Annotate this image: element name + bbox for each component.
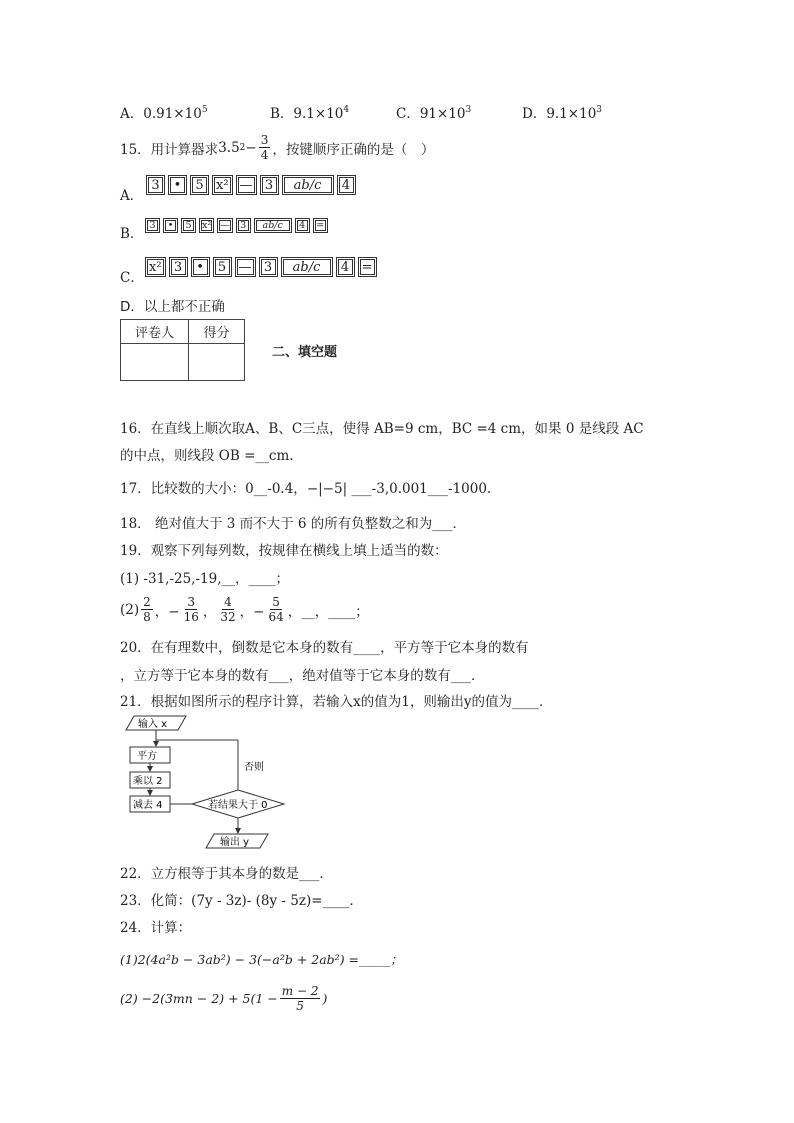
q15-option-a-label: A．	[120, 188, 144, 204]
flowchart-decision-text: 若结果大于 0	[208, 800, 268, 811]
score-table-reviewer-cell[interactable]	[121, 344, 189, 381]
q20-line2: ，立方等于它本身的数有___，绝对值等于它本身的数有___．	[120, 668, 485, 684]
q19-intro: 19．观察下列每列数，按规律在横线上填上适当的数：	[120, 543, 448, 559]
calculator-key: —	[217, 218, 233, 233]
q15-fraction: $\frac{3}{4}$	[260, 133, 269, 162]
q15-option-a-keys	[146, 175, 356, 195]
calculator-key: 5	[190, 175, 209, 195]
q15-option-b-label: B．	[120, 226, 144, 242]
calculator-key: 5	[181, 218, 196, 233]
q16-line2: 的中点，则线段 OB =__cm.	[120, 448, 294, 464]
q21: 21．根据如图所示的程序计算，若输入x的值为1，则输出y的值为____．	[120, 694, 553, 710]
calculator-key: 3	[145, 218, 160, 233]
q14-option-b: B．$9.1\times 10^4$	[270, 105, 350, 122]
q14-option-d: D．$9.1\times 10^3$	[522, 105, 603, 122]
q15-option-c-label: C．	[120, 270, 144, 286]
calculator-key: =	[358, 257, 377, 277]
calculator-key: 4	[295, 218, 310, 233]
calculator-key: ab/c	[254, 218, 292, 233]
score-table-score-cell[interactable]	[189, 344, 245, 381]
calculator-key: x²	[199, 218, 214, 233]
flowchart-output-text: 输出 y	[220, 837, 250, 848]
q18: 18． 绝对值大于 3 而不大于 6 的所有负整数之和为___．	[120, 516, 467, 532]
calculator-key: x²	[145, 257, 166, 277]
q15-option-c-keys	[145, 257, 377, 277]
flowchart	[118, 712, 298, 854]
q24-title: 24．计算：	[120, 920, 192, 936]
flowchart-step3-text: 减去 4	[133, 800, 163, 811]
q24-part2: (2) −2(3mn − 2) + 5(1 − $\frac{m - 2}{5}$ )	[120, 984, 328, 1013]
calculator-key: ab/c	[282, 175, 334, 195]
section-title: 二、填空题	[272, 345, 338, 360]
q17: 17．比较数的大小：0__-0.4，−|−5| ___-3,0.001___-1000.	[120, 481, 492, 497]
q16-line1: 16．在直线上顺次取A、B、C三点，使得 AB=9 cm，BC =4 cm，如果 0 是线段 AC	[120, 421, 644, 437]
calculator-key: 3	[169, 257, 188, 277]
q14-option-c: C．$91\times 10^3$	[396, 105, 472, 122]
flowchart-step1-text: 平方	[137, 751, 157, 762]
q15-stem: 15．用计算器求 3.5 2 − $\frac{3}{4}$ ，按键顺序正确的是（ ）	[120, 133, 435, 162]
q14-option-a: A．$0.91\times 10^5$	[120, 105, 208, 122]
calculator-key: •	[168, 175, 187, 195]
q15-option-d: D．以上都不正确	[120, 299, 225, 315]
q24-part1: (1)2(4a²b − 3ab²) − 3(−a²b + 2ab²) =_____；	[120, 952, 403, 967]
calculator-key: •	[163, 218, 178, 233]
flowchart-input-text: 输入 x	[138, 719, 168, 730]
flowchart-no-label: 否则	[244, 762, 264, 773]
calculator-key: =	[313, 218, 328, 233]
calculator-key: ab/c	[281, 257, 333, 277]
calculator-key: 3	[259, 257, 278, 277]
q15-option-b-keys	[145, 218, 328, 233]
calculator-key: —	[236, 175, 257, 195]
calculator-key: 4	[337, 175, 356, 195]
q19-part1: (1) -31,-25,-19,__，____；	[120, 571, 290, 587]
score-table-score: 得分	[189, 320, 245, 344]
q20-line1: 20．在有理数中，倒数是它本身的数有____，平方等于它本身的数有	[120, 640, 529, 656]
q23: 23．化简：(7y - 3z)- (8y - 5z)=____．	[120, 893, 364, 909]
calculator-key: 3	[260, 175, 279, 195]
score-table	[120, 319, 245, 381]
q22: 22．立方根等于其本身的数是___．	[120, 866, 333, 882]
calculator-key: 5	[213, 257, 232, 277]
calculator-key: x²	[212, 175, 233, 195]
calculator-key: •	[191, 257, 210, 277]
q19-part2: (2) $\frac{2}{8}$ ，− $\frac{3}{16}$ ， $\frac{4}{32}$ ，− $\frac{5}{64}$ ，__，____；	[120, 595, 369, 624]
score-table-reviewer: 评卷人	[121, 320, 189, 344]
calculator-key: 4	[336, 257, 355, 277]
calculator-key: 3	[236, 218, 251, 233]
flowchart-step2-text: 乘以 2	[133, 776, 163, 787]
calculator-key: 3	[146, 175, 165, 195]
calculator-key: —	[235, 257, 256, 277]
